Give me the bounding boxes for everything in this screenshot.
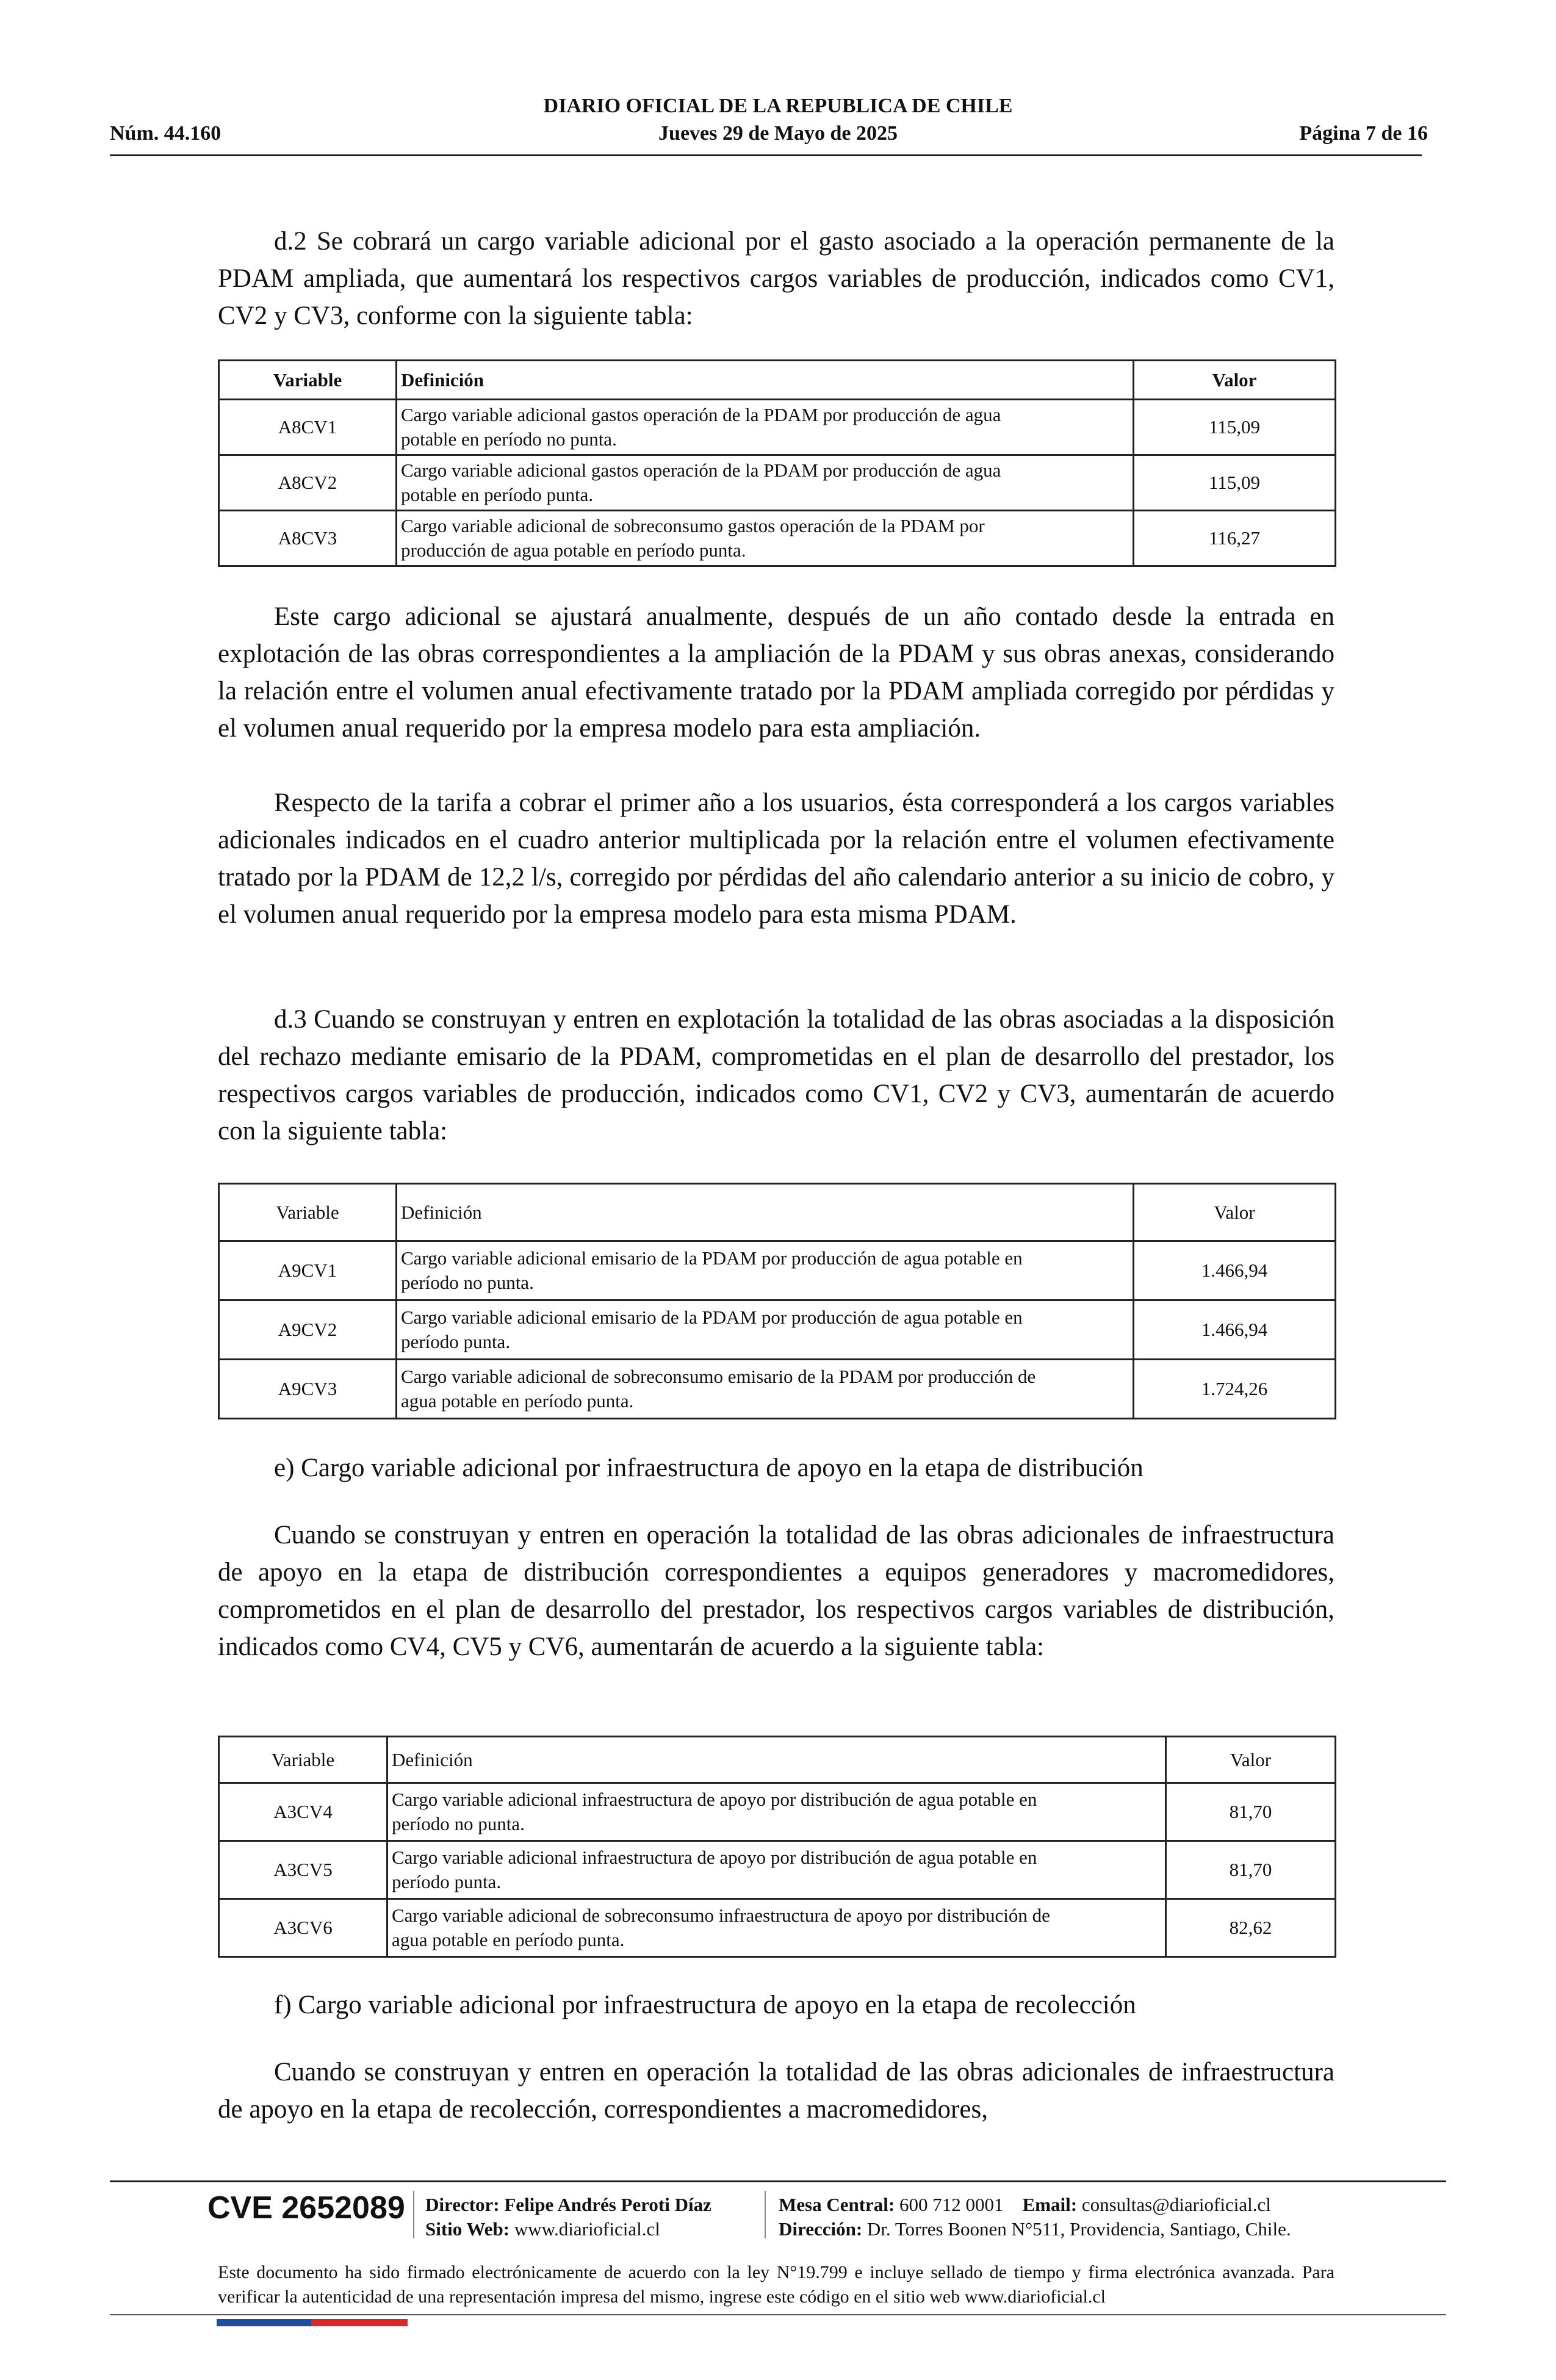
paragraph-tarifa: Respecto de la tarifa a cobrar el primer año a los usuarios, ésta corresponderá a los cargos variables adicionales indicados en el cuadro anterior multiplicada por la relación entre el volumen efectivamente tratado por la PDAM de 12,2 l/s, corregido por pérdidas del año calendario anterior a su inicio de cobro, y el volumen anual requerido por la empresa modelo para esta misma PDAM.: [218, 788, 1334, 929]
column-header-definicion: Definición: [387, 1737, 1166, 1783]
definition-line: Cargo variable adicional de sobreconsumo infraestructura de apoyo por distribución de: [392, 1905, 1050, 1926]
footer-bottom-divider: [110, 2314, 1446, 2315]
paragraph-e-text: Cuando se construyan y entren en operación la totalidad de las obras adicionales de infraestructura de apoyo en la etapa de distribución correspondientes a equipos generadores y macromedidores, comprometidos en el plan de desarrollo del prestador, los respectivos cargos variables de distribución, indicados como CV4, CV5 y CV6, aumentarán de acuerdo a la siguiente tabla:: [218, 1521, 1334, 1661]
issue-date: Jueves 29 de Mayo de 2025: [658, 122, 898, 145]
definition-line: Cargo variable adicional gastos operación de la PDAM por producción de agua: [401, 460, 1001, 481]
cell-value: 82,62: [1166, 1899, 1336, 1957]
issue-number: Núm. 44.160: [110, 122, 222, 145]
cell-definition: [397, 455, 1134, 511]
table-a3cv: [218, 1736, 1336, 1958]
cell-value: 115,09: [1134, 400, 1336, 455]
contact-line: [779, 2193, 1291, 2217]
table-header-row: [219, 1184, 1336, 1241]
footer-contact-block: [779, 2193, 1291, 2241]
table-header-row: [219, 361, 1336, 400]
table-row: [219, 1899, 1336, 1957]
cell-definition: [387, 1899, 1166, 1957]
table-row: [219, 511, 1336, 566]
cell-value: 81,70: [1166, 1841, 1336, 1899]
email-label: Email:: [1022, 2194, 1078, 2215]
cell-variable: A3CV4: [219, 1783, 387, 1841]
table-row: [219, 1300, 1336, 1360]
footer-separator: [413, 2191, 414, 2238]
definition-line: Cargo variable adicional infraestructura de apoyo por distribución de agua potable en: [392, 1789, 1037, 1810]
cell-variable: A9CV2: [219, 1300, 397, 1360]
definition-line: período no punta.: [392, 1813, 525, 1834]
table-row: [219, 1241, 1336, 1300]
header-divider: [110, 154, 1422, 156]
cell-variable: A8CV1: [219, 400, 397, 455]
definition-line: período no punta.: [401, 1272, 534, 1293]
footer-separator: [765, 2191, 766, 2238]
cell-value: 116,27: [1134, 511, 1336, 566]
cell-variable: A9CV1: [219, 1241, 397, 1300]
director-name: Felipe Andrés Peroti Díaz: [504, 2194, 711, 2215]
cell-definition: [397, 400, 1134, 455]
paragraph-f-text: Cuando se construyan y entren en operación la totalidad de las obras adicionales de infraestructura de apoyo en la etapa de recolección, correspondientes a macromedidores,: [218, 2058, 1334, 2124]
cell-definition: [387, 1783, 1166, 1841]
paragraph-d3-intro: d.3 Cuando se construyan y entren en explotación la totalidad de las obras asociadas a la disposición del rechazo mediante emisario de la PDAM, comprometidas en el plan de desarrollo del prestador, los respectivos cargos variables de producción, indicados como CV1, CV2 y CV3, aumentarán de acuerdo con la siguiente tabla:: [218, 1005, 1334, 1145]
page-indicator: Página 7 de 16: [1299, 122, 1428, 145]
table-header-row: [219, 1737, 1336, 1783]
column-header-valor: Valor: [1134, 361, 1336, 400]
column-header-definicion: Definición: [397, 1184, 1134, 1241]
definition-line: Cargo variable adicional emisario de la PDAM por producción de agua potable en: [401, 1307, 1023, 1328]
definition-line: agua potable en período punta.: [401, 1390, 634, 1412]
cell-definition: [397, 1300, 1134, 1360]
website-link[interactable]: www.diarioficial.cl: [514, 2218, 660, 2240]
definition-line: Cargo variable adicional emisario de la PDAM por producción de agua potable en: [401, 1247, 1023, 1269]
cell-value: 81,70: [1166, 1783, 1336, 1841]
cell-value: 1.466,94: [1134, 1300, 1336, 1360]
footer-divider: [110, 2180, 1446, 2182]
cell-value: 115,09: [1134, 455, 1336, 511]
column-header-variable: Variable: [219, 1184, 397, 1241]
table-row: [219, 400, 1336, 455]
definition-line: agua potable en período punta.: [392, 1929, 625, 1950]
section-heading-e: e) Cargo variable adicional por infraestructura de apoyo en la etapa de distribución: [274, 1454, 1144, 1482]
paragraph-ajuste: Este cargo adicional se ajustará anualmente, después de un año contado desde la entrada en explotación de las obras correspondientes a la ampliación de la PDAM y sus obras anexas, considerando la relación entre el volumen anual efectivamente tratado por la PDAM ampliada corregido por pérdidas y el volumen anual requerido por la empresa modelo para esta ampliación.: [218, 602, 1334, 743]
email-link[interactable]: consultas@diarioficial.cl: [1081, 2194, 1271, 2215]
table-row: [219, 455, 1336, 511]
cell-value: 1.466,94: [1134, 1241, 1336, 1300]
address-label: Dirección:: [779, 2218, 863, 2240]
cell-definition: [397, 1241, 1134, 1300]
cell-variable: A8CV2: [219, 455, 397, 511]
director-line: [425, 2193, 711, 2217]
section-heading-f: f) Cargo variable adicional por infraestructura de apoyo en la etapa de recolección: [274, 1991, 1136, 2019]
definition-line: producción de agua potable en período punta.: [401, 539, 746, 561]
definition-line: potable en período punta.: [401, 484, 594, 505]
cell-variable: A3CV6: [219, 1899, 387, 1957]
director-label: Director:: [425, 2194, 500, 2215]
table-row: [219, 1783, 1336, 1841]
mesa-label: Mesa Central:: [779, 2194, 895, 2215]
definition-line: Cargo variable adicional gastos operación de la PDAM por producción de agua: [401, 404, 1001, 425]
cell-value: 1.724,26: [1134, 1360, 1336, 1419]
address-line: [779, 2217, 1291, 2241]
definition-line: Cargo variable adicional infraestructura de apoyo por distribución de agua potable en: [392, 1847, 1037, 1868]
table-row: [219, 1360, 1336, 1419]
cell-definition: [387, 1841, 1166, 1899]
definition-line: Cargo variable adicional de sobreconsumo gastos operación de la PDAM por: [401, 515, 985, 536]
table-a8cv: [218, 359, 1336, 567]
flag-stripe-red: [311, 2319, 408, 2326]
table-a9cv: [218, 1183, 1336, 1419]
flag-stripe-blue: [217, 2319, 311, 2326]
footer-signature-note: Este documento ha sido firmado electrónicamente de acuerdo con la ley N°19.799 e incluye sellado de tiempo y firma electrónica avanzada. Para verificar la autenticidad de una representación impresa del mismo, ingrese este código en el sitio web www.diarioficial.cl: [218, 2262, 1334, 2307]
paragraph-d2-intro: d.2 Se cobrará un cargo variable adicional por el gasto asociado a la operación permanente de la PDAM ampliada, que aumentará los respectivos cargos variables de producción, indicados como CV1, CV2 y CV3, conforme con la siguiente tabla:: [218, 227, 1334, 330]
column-header-valor: Valor: [1166, 1737, 1336, 1783]
cell-definition: [397, 1360, 1134, 1419]
cell-definition: [397, 511, 1134, 566]
definition-line: período punta.: [392, 1871, 502, 1892]
website-line: [425, 2217, 711, 2241]
column-header-definicion: Definición: [397, 361, 1134, 400]
mesa-phone: 600 712 0001: [899, 2194, 1004, 2215]
cell-variable: A9CV3: [219, 1360, 397, 1419]
cell-variable: A3CV5: [219, 1841, 387, 1899]
cell-variable: A8CV3: [219, 511, 397, 566]
website-label: Sitio Web:: [425, 2218, 510, 2240]
newspaper-title: DIARIO OFICIAL DE LA REPUBLICA DE CHILE: [543, 95, 1013, 117]
definition-line: período punta.: [401, 1331, 511, 1352]
column-header-variable: Variable: [219, 361, 397, 400]
column-header-variable: Variable: [219, 1737, 387, 1783]
definition-line: Cargo variable adicional de sobreconsumo emisario de la PDAM por producción de: [401, 1366, 1036, 1387]
footer-director-block: [425, 2193, 711, 2241]
table-row: [219, 1841, 1336, 1899]
cve-code: CVE 2652089: [207, 2190, 405, 2226]
definition-line: potable en período no punta.: [401, 428, 617, 450]
address-value: Dr. Torres Boonen N°511, Providencia, Santiago, Chile.: [866, 2218, 1291, 2240]
column-header-valor: Valor: [1134, 1184, 1336, 1241]
